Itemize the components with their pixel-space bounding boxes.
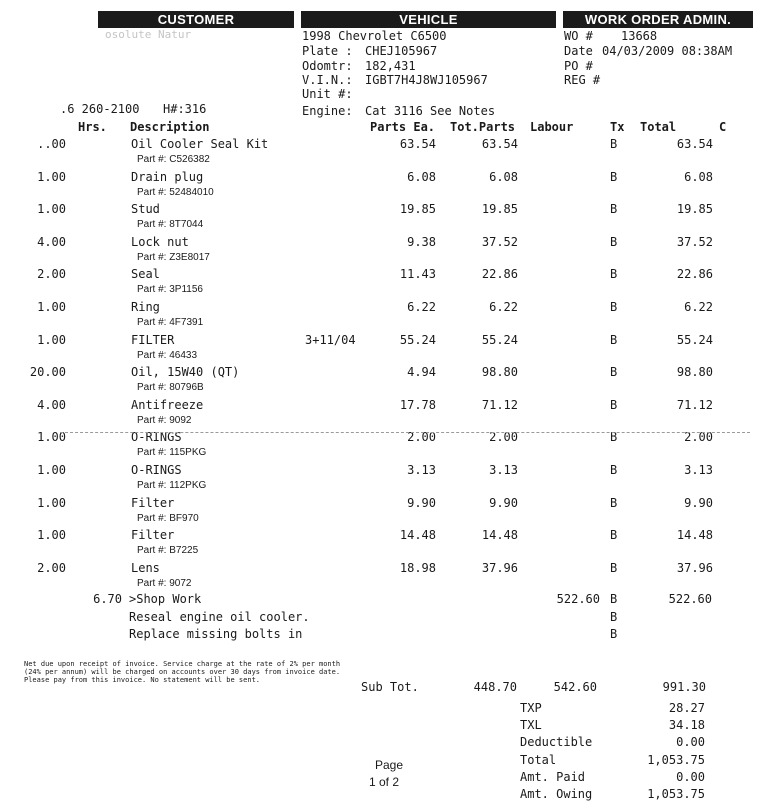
item-qty: 1.00 [37, 300, 66, 314]
date-value: 04/03/2009 08:38AM [602, 44, 733, 58]
item-qty: 1.00 [37, 495, 66, 510]
customer-name: osolute Natur [105, 28, 192, 41]
item-qty: ..00 [37, 137, 66, 151]
shop-work-line-2-tx: B [610, 627, 618, 641]
item-total-parts: 37.96 [481, 560, 518, 575]
item-total-parts: 6.08 [489, 169, 518, 184]
item-part-number: Part #: BF970 [137, 512, 199, 524]
col-c: C [719, 120, 727, 134]
item-parts-each: 6.08 [407, 169, 436, 184]
item-description: Antifreeze [131, 397, 204, 412]
work-order-header: WORK ORDER ADMIN. [563, 11, 753, 28]
totals-label: Deductible [520, 735, 593, 750]
payment-terms-note: Net due upon receipt of invoice. Service charge at the rate of 2% per month (24% per annum) will be charged on accounts over 30 days from invoice date. Please pay from this invoice. No statement will be sent. [24, 660, 341, 684]
engine-label: Engine: [302, 104, 353, 118]
item-total-parts: 55.24 [481, 332, 518, 347]
item-tax-code: B [610, 495, 618, 510]
item-parts-each: 63.54 [399, 137, 436, 151]
item-part-number: Part #: C526382 [137, 154, 210, 165]
item-qty: 1.00 [37, 463, 66, 477]
table-row [0, 202, 758, 235]
shop-work-line-2: Replace missing bolts in [129, 627, 303, 641]
item-tax-code: B [610, 234, 618, 249]
item-parts-each: 9.38 [407, 234, 436, 249]
item-description: Oil, 15W40 (QT) [131, 365, 240, 380]
item-total: 55.24 [676, 332, 713, 347]
table-row [0, 430, 758, 463]
item-total: 19.85 [676, 202, 713, 217]
table-row [0, 235, 758, 268]
reg-label: REG # [564, 73, 601, 87]
item-description: Lock nut [131, 234, 189, 249]
item-total-parts: 3.13 [489, 463, 518, 477]
item-description: Drain plug [131, 169, 204, 184]
item-description: Seal [131, 267, 160, 282]
item-qty: 1.00 [37, 332, 66, 347]
item-total-parts: 37.52 [481, 234, 518, 249]
customer-phone: .6 260-2100 [60, 102, 140, 116]
item-part-number: Part #: Z3E8017 [137, 251, 210, 263]
item-part-number: Part #: 3P1156 [137, 284, 203, 296]
totals-label: Amt. Paid [520, 769, 586, 784]
item-part-number: Part #: 46433 [137, 349, 198, 361]
totals-value: 1,053.75 [647, 752, 705, 767]
item-total-parts: 6.22 [489, 300, 518, 314]
item-tax-code: B [610, 463, 618, 477]
vehicle-header: VEHICLE [301, 11, 556, 28]
item-qty: 4.00 [37, 234, 66, 249]
item-qty: 2.00 [37, 560, 66, 575]
vin-label: V.I.N.: [302, 73, 353, 87]
item-part-number: Part #: 4F7391 [137, 317, 204, 328]
item-description: Ring [131, 300, 160, 314]
item-total: 2.00 [684, 430, 713, 445]
item-tax-code: B [610, 528, 618, 543]
item-tax-code: B [610, 560, 618, 575]
item-tax-code: B [610, 332, 618, 347]
item-part-number: Part #: 80796B [137, 382, 204, 394]
table-row [0, 528, 758, 561]
totals-value: 34.18 [668, 718, 705, 733]
item-part-number: Part #: 115PKG [137, 447, 207, 459]
item-total: 6.08 [684, 169, 713, 184]
item-parts-each: 9.90 [407, 495, 436, 510]
engine-value: Cat 3116 See Notes [365, 104, 496, 118]
item-tax-code: B [610, 137, 618, 151]
item-parts-each: 18.98 [399, 560, 436, 575]
item-total: 14.48 [676, 528, 713, 543]
item-note: 3+11/04 [305, 332, 356, 347]
col-parts-ea: Parts Ea. [370, 120, 436, 134]
table-row [0, 137, 758, 170]
item-part-number: Part #: 52484010 [137, 186, 214, 198]
totals-value: 1,053.75 [647, 787, 705, 801]
item-parts-each: 14.48 [399, 528, 436, 543]
totals-label: TXL [520, 718, 542, 733]
page-count: 1 of 2 [369, 775, 400, 789]
item-parts-each: 2.00 [407, 430, 436, 445]
table-row [0, 333, 758, 366]
odometer-label: Odomtr: [302, 59, 353, 73]
item-parts-each: 19.85 [399, 202, 436, 217]
item-total: 3.13 [684, 463, 713, 477]
item-total-parts: 19.85 [481, 202, 518, 217]
table-row [0, 267, 758, 300]
table-row [0, 365, 758, 398]
item-total-parts: 14.48 [481, 528, 518, 543]
totals-value: 0.00 [676, 769, 705, 784]
col-total: Total [640, 120, 677, 134]
table-row [0, 561, 758, 594]
customer-h-number: H#:316 [163, 102, 207, 116]
item-tax-code: B [610, 169, 618, 184]
item-total: 63.54 [676, 137, 713, 151]
item-total-parts: 63.54 [481, 137, 518, 151]
totals-label: TXP [520, 701, 542, 715]
vin-value: IGBT7H4J8WJ105967 [365, 73, 488, 87]
shop-work-labour: 522.60 [556, 592, 600, 606]
item-total: 98.80 [676, 365, 713, 380]
customer-header: CUSTOMER [98, 11, 294, 28]
item-total-parts: 98.80 [481, 365, 518, 380]
page-label: Page [375, 758, 404, 772]
item-part-number: Part #: 9072 [137, 577, 192, 589]
item-tax-code: B [610, 365, 618, 380]
shop-work-hrs: 6.70 [93, 592, 122, 606]
item-total: 37.52 [676, 234, 713, 249]
item-parts-each: 3.13 [407, 463, 436, 477]
plate-label: Plate : [302, 44, 353, 58]
item-qty: 2.00 [37, 267, 66, 282]
item-total: 71.12 [676, 397, 713, 412]
item-description: O-RINGS [131, 463, 182, 477]
item-qty: 1.00 [37, 528, 66, 543]
item-part-number: Part #: B7225 [137, 545, 199, 557]
col-labour: Labour [530, 120, 574, 134]
item-part-number: Part #: 112PKG [137, 480, 207, 491]
item-qty: 4.00 [37, 397, 66, 412]
shop-work-desc: >Shop Work [129, 592, 202, 606]
item-total-parts: 2.00 [489, 430, 518, 445]
item-description: O-RINGS [131, 430, 182, 445]
item-description: Stud [131, 202, 160, 217]
item-tax-code: B [610, 300, 618, 314]
item-total-parts: 22.86 [481, 267, 518, 282]
item-description: Oil Cooler Seal Kit [131, 137, 269, 151]
item-total-parts: 9.90 [489, 495, 518, 510]
subtotal-label: Sub Tot. [361, 680, 419, 694]
item-qty: 20.00 [29, 365, 66, 380]
plate-value: CHEJ105967 [365, 44, 438, 58]
date-label: Date [564, 44, 593, 58]
item-total: 6.22 [684, 300, 713, 314]
subtotal-parts: 448.70 [473, 680, 517, 694]
table-row [0, 170, 758, 203]
item-description: FILTER [131, 332, 175, 347]
table-row [0, 463, 758, 496]
wo-label: WO # [564, 29, 593, 43]
shop-work-line-1: Reseal engine oil cooler. [129, 610, 310, 624]
item-part-number: Part #: 8T7044 [137, 219, 204, 231]
col-hrs: Hrs. [78, 120, 107, 134]
col-tot-parts: Tot.Parts [450, 120, 516, 134]
item-description: Filter [131, 528, 175, 543]
col-tx: Tx [610, 120, 625, 134]
table-row [0, 398, 758, 431]
item-parts-each: 4.94 [407, 365, 436, 380]
po-label: PO # [564, 59, 593, 73]
item-tax-code: B [610, 430, 618, 445]
wo-value: 13668 [621, 29, 658, 43]
item-description: Filter [131, 495, 175, 510]
item-tax-code: B [610, 202, 618, 217]
page-divider [60, 432, 750, 433]
item-total: 37.96 [676, 560, 713, 575]
totals-label: Amt. Owing [520, 787, 593, 801]
subtotal-labour: 542.60 [553, 680, 597, 694]
item-parts-each: 11.43 [399, 267, 436, 282]
subtotal-total: 991.30 [662, 680, 706, 694]
totals-label: Total [520, 752, 557, 767]
item-description: Lens [131, 560, 160, 575]
col-description: Description [130, 120, 210, 134]
item-tax-code: B [610, 397, 618, 412]
table-row [0, 496, 758, 529]
item-part-number: Part #: 9092 [137, 414, 192, 426]
unit-label: Unit #: [302, 87, 353, 101]
item-parts-each: 55.24 [399, 332, 436, 347]
item-total: 22.86 [676, 267, 713, 282]
item-parts-each: 6.22 [407, 300, 436, 314]
item-parts-each: 17.78 [399, 397, 436, 412]
shop-work-line-1-tx: B [610, 610, 618, 624]
item-qty: 1.00 [37, 202, 66, 217]
item-tax-code: B [610, 267, 618, 282]
item-total: 9.90 [684, 495, 713, 510]
shop-work-tx: B [610, 592, 618, 606]
table-row [0, 300, 758, 333]
item-total-parts: 71.12 [481, 397, 518, 412]
totals-value: 0.00 [676, 735, 705, 750]
item-qty: 1.00 [37, 430, 66, 445]
totals-value: 28.27 [668, 701, 705, 715]
vehicle-title: 1998 Chevrolet C6500 [302, 29, 447, 43]
odometer-value: 182,431 [365, 59, 416, 73]
shop-work-total: 522.60 [668, 592, 712, 606]
item-qty: 1.00 [37, 169, 66, 184]
